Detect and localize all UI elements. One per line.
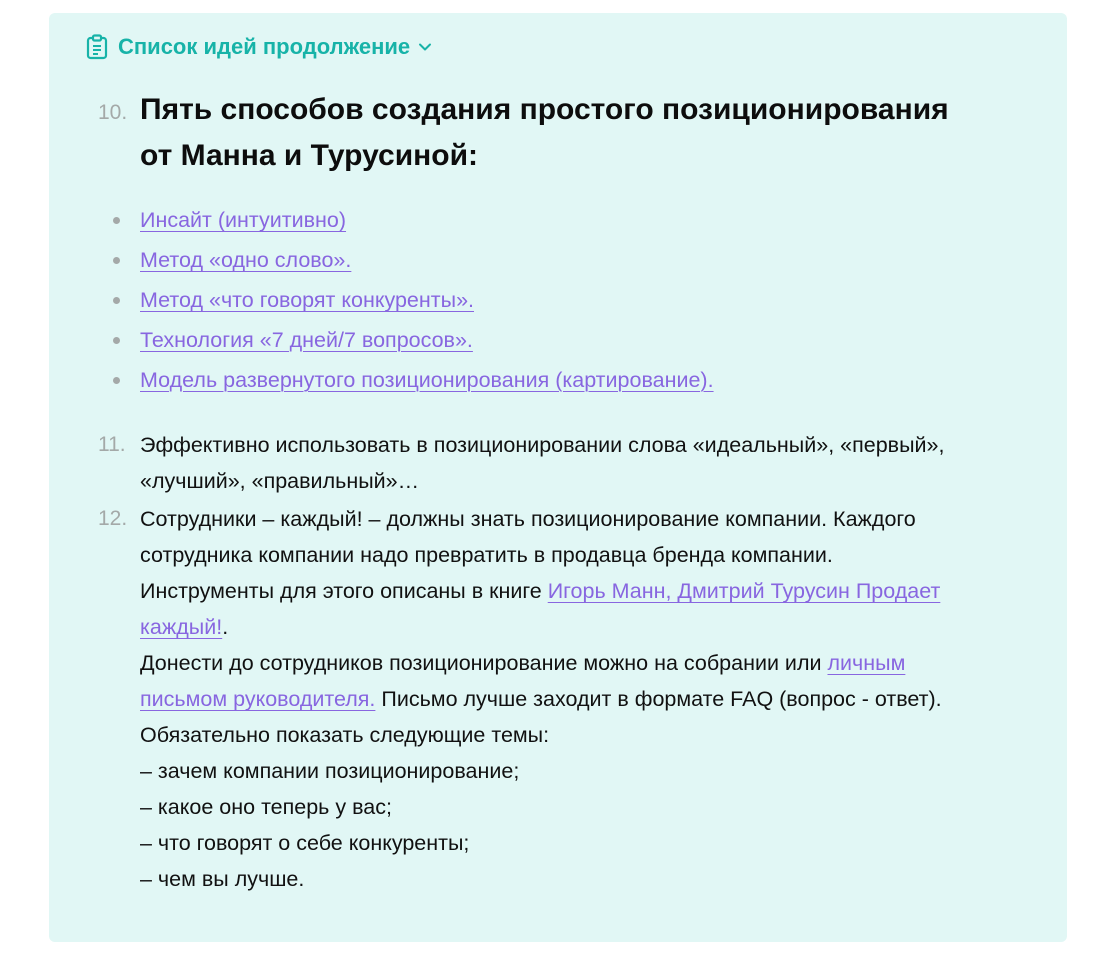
- link-insight[interactable]: Инсайт (интуитивно): [140, 208, 347, 233]
- bullet-icon: [113, 337, 120, 344]
- list-item-12: [86, 501, 1039, 897]
- clipboard-icon: [86, 34, 108, 60]
- link-competitors[interactable]: Метод «что говорят конкуренты».: [140, 287, 474, 312]
- topic-line: – чем вы лучше.: [140, 867, 305, 891]
- item-number: 11.: [98, 433, 126, 456]
- bullet-icon: [113, 377, 120, 384]
- list-item-10: [86, 87, 1039, 179]
- toggle-title[interactable]: Список идей продолжение: [118, 34, 411, 59]
- item-text: Эффективно использовать в позиционировании слова «идеальный», «первый», «лучший», «правильный»…: [140, 433, 945, 493]
- link-mapping[interactable]: Модель развернутого позиционирования (картирование).: [140, 367, 714, 392]
- topic-line: – что говорят о себе конкуренты;: [140, 831, 470, 855]
- list-item: [113, 281, 714, 321]
- list-item: [113, 201, 714, 241]
- item-text: Сотрудники – каждый! – должны знать позиционирование компании. Каждого сотрудника компании надо превратить в продавца бренда компании. Инструменты для этого описаны в книге Игорь Манн, Дмитрий Турусин Продает каждый!. Донести до сотрудников позиционирование можно на собрании или личным письмом руководителя. Письмо лучше заходит в формате FAQ (вопрос - ответ). Обязательно показать следующие темы: – зачем компании позиционирование; – какое оно теперь у вас; – что говорят о себе конкуренты; – чем вы лучше.: [140, 501, 1039, 897]
- list-item: [113, 320, 714, 360]
- chevron-down-icon[interactable]: [418, 40, 432, 54]
- link-one-word[interactable]: Метод «одно слово».: [140, 248, 352, 273]
- letter-link-continued[interactable]: письмом руководителя.: [140, 687, 376, 711]
- link-7-days[interactable]: Технология «7 дней/7 вопросов».: [140, 327, 473, 352]
- toggle-block: [49, 13, 1067, 942]
- topic-line: – зачем компании позиционирование;: [140, 759, 520, 783]
- list-item-11: [86, 427, 1039, 499]
- bullet-icon: [113, 297, 120, 304]
- book-link[interactable]: Игорь Манн, Дмитрий Турусин Продает: [547, 579, 941, 603]
- bullet-icon: [113, 217, 120, 224]
- method-links-list: [113, 201, 714, 400]
- section-heading: Пять способов создания простого позиционирования от Манна и Турусиной:: [140, 93, 949, 172]
- toggle-header[interactable]: [86, 33, 432, 61]
- book-link-continued[interactable]: каждый!: [140, 615, 223, 639]
- bullet-icon: [113, 257, 120, 264]
- letter-link[interactable]: личным: [827, 651, 906, 675]
- topic-line: – какое оно теперь у вас;: [140, 795, 392, 819]
- item-number: 10.: [98, 101, 128, 124]
- list-item: [113, 241, 714, 281]
- list-item: [113, 360, 714, 400]
- item-number: 12.: [98, 507, 128, 530]
